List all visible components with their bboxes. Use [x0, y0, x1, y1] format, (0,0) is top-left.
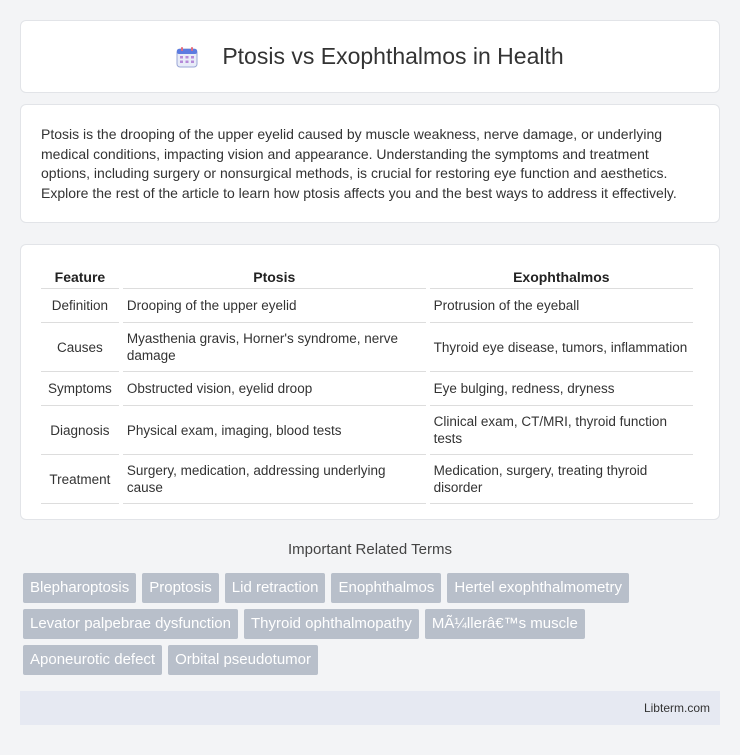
row-feature: Diagnosis	[41, 406, 119, 455]
table-row	[41, 372, 693, 406]
row-feature: Definition	[41, 289, 119, 323]
related-term-tag[interactable]: Hertel exophthalmometry	[447, 573, 629, 603]
row-exophthalmos: Protrusion of the eyeball	[430, 289, 693, 323]
related-term-tag[interactable]: Aponeurotic defect	[23, 645, 162, 675]
header-exophthalmos: Exophthalmos	[430, 265, 693, 289]
row-feature: Causes	[41, 323, 119, 372]
table-row	[41, 455, 693, 504]
table-row	[41, 406, 693, 455]
comparison-table-card	[20, 244, 720, 520]
footer-site-link[interactable]: Libterm.com	[643, 701, 710, 715]
related-term-tag[interactable]: Blepharoptosis	[23, 573, 136, 603]
row-feature: Treatment	[41, 455, 119, 504]
title-card	[20, 20, 720, 93]
related-terms-heading: Important Related Terms	[288, 541, 452, 558]
header-feature: Feature	[41, 265, 119, 289]
related-term-tag[interactable]: Levator palpebrae dysfunction	[23, 609, 238, 639]
row-ptosis: Drooping of the upper eyelid	[123, 289, 426, 323]
related-term-tag[interactable]: Thyroid ophthalmopathy	[244, 609, 419, 639]
row-exophthalmos: Eye bulging, redness, dryness	[430, 372, 693, 406]
intro-card	[20, 104, 720, 223]
calendar-icon	[176, 46, 198, 68]
row-ptosis: Obstructed vision, eyelid droop	[123, 372, 426, 406]
footer	[20, 691, 720, 725]
related-term-tag[interactable]: Enophthalmos	[331, 573, 441, 603]
table-row	[41, 289, 693, 323]
intro-paragraph: Ptosis is the drooping of the upper eyelid caused by muscle weakness, nerve damage, or underlying medical conditions, impacting vision and appearance. Understanding the symptoms and treatment options, including surgery or nonsurgical methods, is crucial for restoring eye function and aesthetics. Explore the rest of the article to learn how ptosis affects you and the best ways to address it effectively.	[41, 126, 677, 201]
row-ptosis: Myasthenia gravis, Horner's syndrome, nerve damage	[123, 323, 426, 372]
row-exophthalmos: Medication, surgery, treating thyroid disorder	[430, 455, 693, 504]
row-feature: Symptoms	[41, 372, 119, 406]
row-exophthalmos: Thyroid eye disease, tumors, inflammation	[430, 323, 693, 372]
row-ptosis: Physical exam, imaging, blood tests	[123, 406, 426, 455]
related-terms-list	[23, 573, 717, 675]
row-ptosis: Surgery, medication, addressing underlying cause	[123, 455, 426, 504]
table-row	[41, 323, 693, 372]
related-term-tag[interactable]: Orbital pseudotumor	[168, 645, 318, 675]
related-term-tag[interactable]: Proptosis	[142, 573, 219, 603]
table-header-row	[41, 265, 693, 289]
page-title: Ptosis vs Exophthalmos in Health	[222, 43, 564, 69]
row-exophthalmos: Clinical exam, CT/MRI, thyroid function tests	[430, 406, 693, 455]
header-ptosis: Ptosis	[123, 265, 426, 289]
comparison-table	[37, 265, 697, 504]
related-term-tag[interactable]: Lid retraction	[225, 573, 326, 603]
related-term-tag[interactable]: MÃ¼llerâ€™s muscle	[425, 609, 585, 639]
